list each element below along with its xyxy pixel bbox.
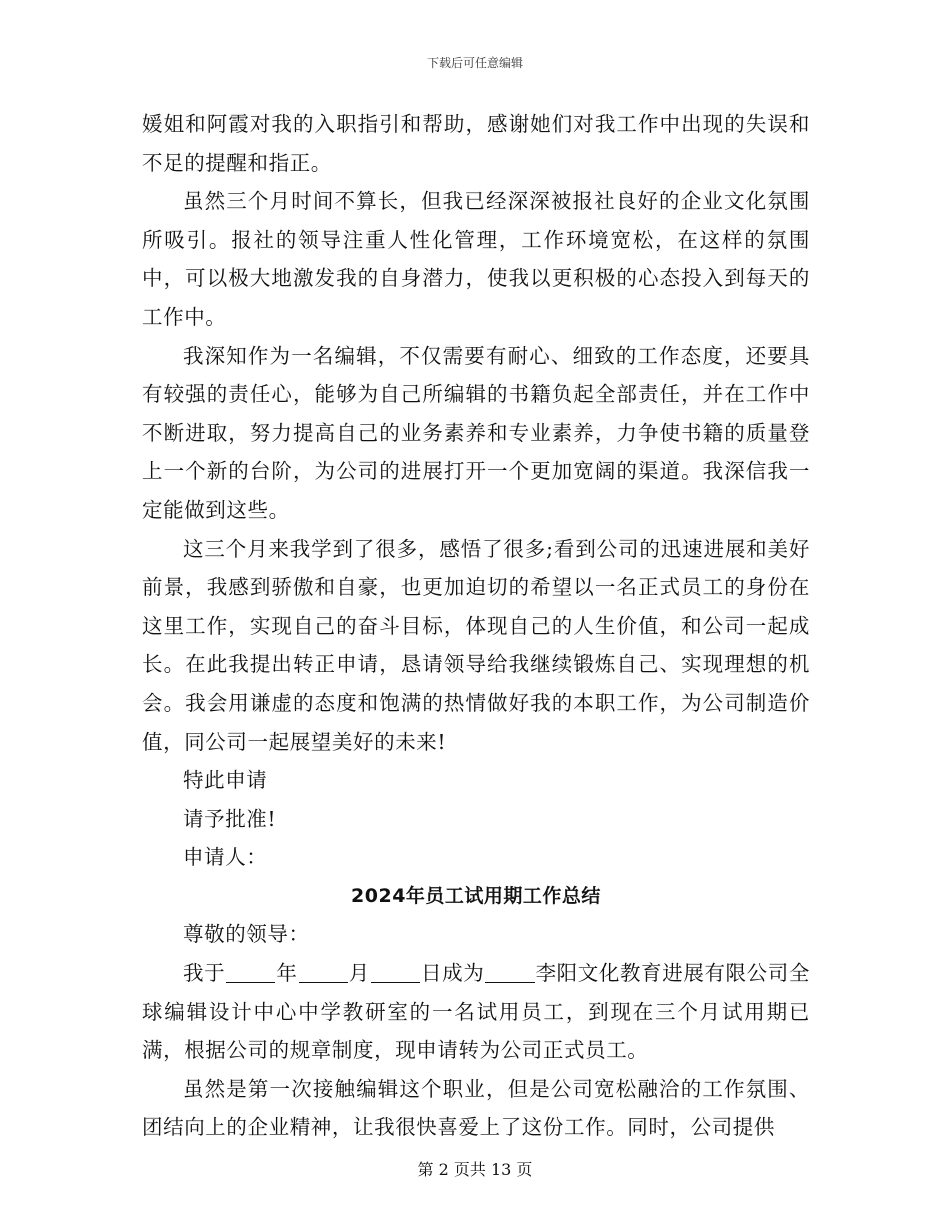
blank-month <box>299 962 348 984</box>
document-body <box>142 105 810 1147</box>
salutation: 尊敬的领导： <box>183 922 310 947</box>
applicant-label: 申请人： <box>183 845 268 870</box>
paragraph-responsibility: 我深知作为一名编辑，不仅需要有耐心、细致的工作态度，还要具有较强的责任心，能够为自己所编辑的书籍负起全部责任，并在工作中不断进取，努力提高自己的业务素养和专业素养，力争使书籍的质量登上一个新的台阶，为公司的进展打开一个更加宽阔的渠道。我深信我一定能做到这些。 <box>142 343 810 522</box>
join-text-3: 月 <box>348 961 370 986</box>
page-number: 第 2 页共 13 页 <box>417 1160 533 1179</box>
blank-extra <box>485 962 534 984</box>
blank-year <box>226 962 275 984</box>
join-text-1: 我于 <box>183 961 226 986</box>
header-note: 下载后可任意编辑 <box>426 56 523 70</box>
blank-day <box>371 962 420 984</box>
document-title: 2024年员工试用期工作总结 <box>351 884 601 907</box>
paragraph-thanks: 媛姐和阿霞对我的入职指引和帮助，感谢她们对我工作中出现的失误和不足的提醒和指正。 <box>142 112 810 175</box>
closing-request: 特此申请 <box>183 768 268 793</box>
join-text-5: 李阳文化教育进展有限公司全球编辑设计中心中学教研室的一名试用员工，到现在三个月试用期已满，根据公司的规章制度，现申请转为公司正式员工。 <box>142 961 810 1063</box>
paragraph-first-experience: 虽然是第一次接触编辑这个职业，但是公司宽松融洽的工作氛围、团结向上的企业精神，让我很快喜爱上了这份工作。同时，公司提供 <box>142 1076 810 1140</box>
join-text-4: 日成为 <box>421 961 485 986</box>
closing-approval: 请予批准! <box>183 806 277 831</box>
paragraph-application: 这三个月来我学到了很多，感悟了很多;看到公司的迅速进展和美好前景，我感到骄傲和自豪，也更加迫切的希望以一名正式员工的身份在这里工作，实现自己的奋斗目标，体现自己的人生价值，和公司一起成长。在此我提出转正申请，恳请领导给我继续锻炼自己、实现理想的机会。我会用谦虚的态度和饱满的热情做好我的本职工作，为公司制造价值，同公司一起展望美好的未来! <box>142 536 810 754</box>
paragraph-join-date <box>142 954 810 1070</box>
join-text-2: 年 <box>276 961 298 986</box>
paragraph-culture: 虽然三个月时间不算长，但我已经深深被报社良好的企业文化氛围所吸引。报社的领导注重人性化管理，工作环境宽松，在这样的氛围中，可以极大地激发我的自身潜力，使我以更积极的心态投入到每天的工作中。 <box>142 189 810 329</box>
